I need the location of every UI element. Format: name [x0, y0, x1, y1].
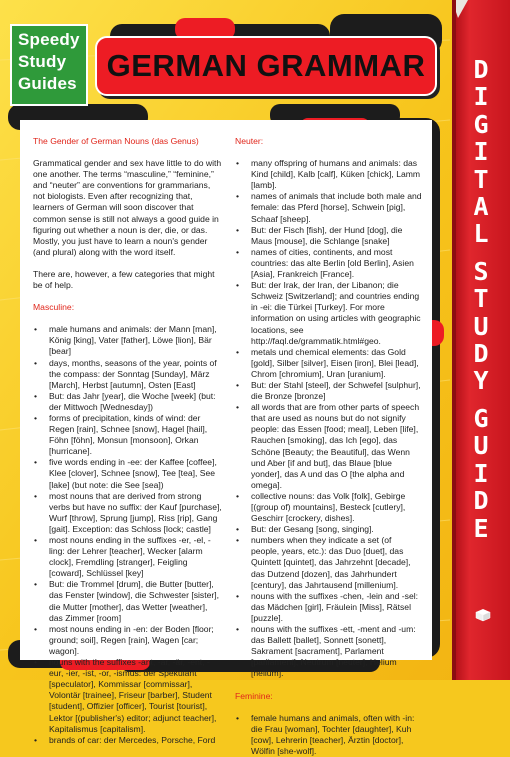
list-item: • five words ending in -ee: der Kaffee [coffee], Klee [clover], Schnee [snow], Tee [tea], See [lake] (but note: die See [sea]) — [33, 457, 223, 490]
spine-letter: I — [473, 82, 489, 112]
list-item: • collective nouns: das Volk [folk], Gebirge [(group of) mountains], Besteck [cutlery], Geschirr [crockery, dishes]. — [235, 491, 422, 524]
page-title: GERMAN GRAMMAR — [106, 48, 426, 83]
list-item: • names of animals that include both male and female: das Pferd [horse], Schwein [pig], Schaaf [sheep]. — [235, 191, 422, 224]
list-item: • most nouns ending in -en: der Boden [floor; ground; soil], Regen [rain], Wagen [car; wagon]. — [33, 624, 223, 657]
spine-letter: G — [473, 109, 489, 139]
list-item: • days, months, seasons of the year, points of the compass: der Sonntag [Sunday], März [March], Herbst [autumn], Osten [East] — [33, 358, 223, 391]
logo-line-1: Speedy — [18, 30, 80, 49]
list-item: • But: der Stahl [steel], der Schwefel [sulphur], die Bronze [bronze] — [235, 380, 422, 402]
spine-letter: U — [473, 311, 489, 341]
intro-paragraph-1: Grammatical gender and sex have little to do with one another. The terms “masculine,” “feminine,” and “neuter” are conventions for grammarians, not biologists. Even after recognizing that, learners of German will soon discover that common sense is still not always a good guide in figuring out whether a noun is der, die, or das. Mostly, you just have to learn a noun's gender (and plural) along with the word itself. — [33, 158, 222, 257]
spine-letter: T — [473, 284, 489, 314]
title-banner — [95, 36, 437, 96]
feminine-list — [235, 713, 422, 757]
list-item: • most nouns that are derived from strong verbs but have no suffix: der Kauf [purchase], Wurf [throw], Sprung [jump], Riss [rip], Gang [gait]. Exception: das Schloss [lock; castle] — [33, 491, 223, 535]
spine-letter: S — [473, 256, 489, 286]
spine-letter: G — [473, 403, 489, 433]
logo-line-2: Study — [18, 52, 67, 71]
list-item: • But: die Trommel [drum], die Butter [butter], das Fenster [window], die Schwester [sister], die Mutter [mother], das Wetter [weather], das Zimmer [room] — [33, 579, 223, 623]
spine-letter: T — [473, 164, 489, 194]
list-item: • names of cities, continents, and most countries: das alte Berlin [old Berlin], Asien [Asia], Frankreich [France]. — [235, 247, 422, 280]
spine-letter: D — [473, 486, 489, 516]
neuter-heading: Neuter: — [235, 136, 264, 146]
feminine-heading: Feminine: — [235, 690, 273, 701]
list-item: • nouns with the suffixes -ant, -ar, -är, -ent, -eur, -ier, -ist, -or, -ismus: der Spekulant [speculator], Kommissar [commissar], Volontär [trainee], Friseur [barber], Student [student], Offizier [officer], Tourist [tourist], Lektor [(publisher's) editor; adjunct teacher], Kapitalismus [capitalism]. — [33, 657, 223, 735]
list-item: • But: der Fisch [fish], der Hund [dog], die Maus [mouse], die Schlange [snake] — [235, 225, 422, 247]
list-item: • brands of car: der Mercedes, Porsche, Ford — [33, 735, 223, 746]
list-item: • But: das Jahr [year], die Woche [week] (but: der Mittwoch [Wednesday]) — [33, 391, 223, 413]
spine-letter: D — [473, 339, 489, 369]
spine-letter: D — [473, 55, 489, 84]
spine-text — [452, 56, 510, 542]
speedy-study-guides-logo — [10, 24, 88, 106]
book-icon — [475, 608, 491, 622]
list-item: • But: der Gesang [song, singing]. — [235, 524, 422, 535]
list-item: • many offspring of humans and animals: das Kind [child], Kalb [calf], Küken [chick], Lamm [lamb]. — [235, 158, 422, 191]
list-item: • forms of precipitation, kinds of wind: der Regen [rain], Schnee [snow], Hagel [hail], Föhn [föhn], Monsun [monsoon], Orkan [hurricane]. — [33, 413, 223, 457]
list-item: • most nouns ending in the suffixes -er, -el, -ling: der Lehrer [teacher], Wecker [alarm clock], Fremdling [stranger], Feigling [coward], Schlüssel [key] — [33, 535, 223, 579]
spine-letter: U — [473, 431, 489, 461]
intro-paragraph-2: There are, however, a few categories that might be of help. — [33, 268, 215, 291]
spine-letter: A — [473, 192, 489, 222]
content-panel — [20, 120, 432, 756]
spine-letter: I — [473, 458, 489, 488]
list-item: • numbers when they indicate a set (of people, years, etc.): das Duo [duet], das Quintett [quintet], das Jahrzehnt [decade], das Dutzend [dozen], das Jahrhundert [century], das Jahrtausend [millenium]. — [235, 535, 422, 590]
spine-letter: Y — [473, 366, 489, 396]
list-item: • all words that are from other parts of speech that are used as nouns but do not signify people: das Essen [food; meal], Leben [life], Rauchen [smoking], das Ich [ego], das Schöne [Beauty; the Beautiful], das Wenn und Aber [if and but], das Blaue [blue yonder], das A und das O [the alpha and omega]. — [235, 402, 422, 491]
spine-letter: E — [473, 513, 489, 543]
masculine-heading: Masculine: — [33, 302, 75, 313]
list-item: • nouns with the suffixes -ett, -ment and -um: das Ballett [ballet], Sonnett [sonett], Sakrament [sacrament], Parlament [parliament], Neutrum [neuter], Helium [helium]. — [235, 624, 422, 679]
neuter-list — [235, 158, 422, 679]
section-heading: The Gender of German Nouns (das Genus) — [33, 136, 199, 146]
spine-letter: L — [473, 219, 489, 249]
list-item: • nouns with the suffixes -chen, -lein and -sel: das Mädchen [girl], Fräulein [Miss], Rätsel [puzzle]. — [235, 591, 422, 624]
spine-letter: I — [473, 137, 489, 167]
masculine-list — [33, 324, 223, 746]
left-column — [33, 136, 223, 745]
list-item: • male humans and animals: der Mann [man], König [king], Vater [father], Löwe [lion], Bär [bear] — [33, 324, 223, 357]
list-item: • But: der Irak, der Iran, der Libanon; die Schweiz [Switzerland]; and countries ending in -ei: die Türkei [Turkey]. For more information on using articles with geographic locations, see http://faql.de/grammatik.html#geo. — [235, 280, 422, 347]
list-item: • metals und chemical elements: das Gold [gold], Silber [silver], Eisen [iron], Blei [lead], Chrom [chromium], Uran [uranium]. — [235, 347, 422, 380]
right-column — [235, 136, 422, 756]
list-item: • female humans and animals, often with -in: die Frau [woman], Tochter [daughter], Kuh [cow], Lehrerin [teacher], Ärztin [doctor], Wölfin [she-wolf]. — [235, 713, 422, 757]
logo-line-3: Guides — [18, 74, 77, 93]
